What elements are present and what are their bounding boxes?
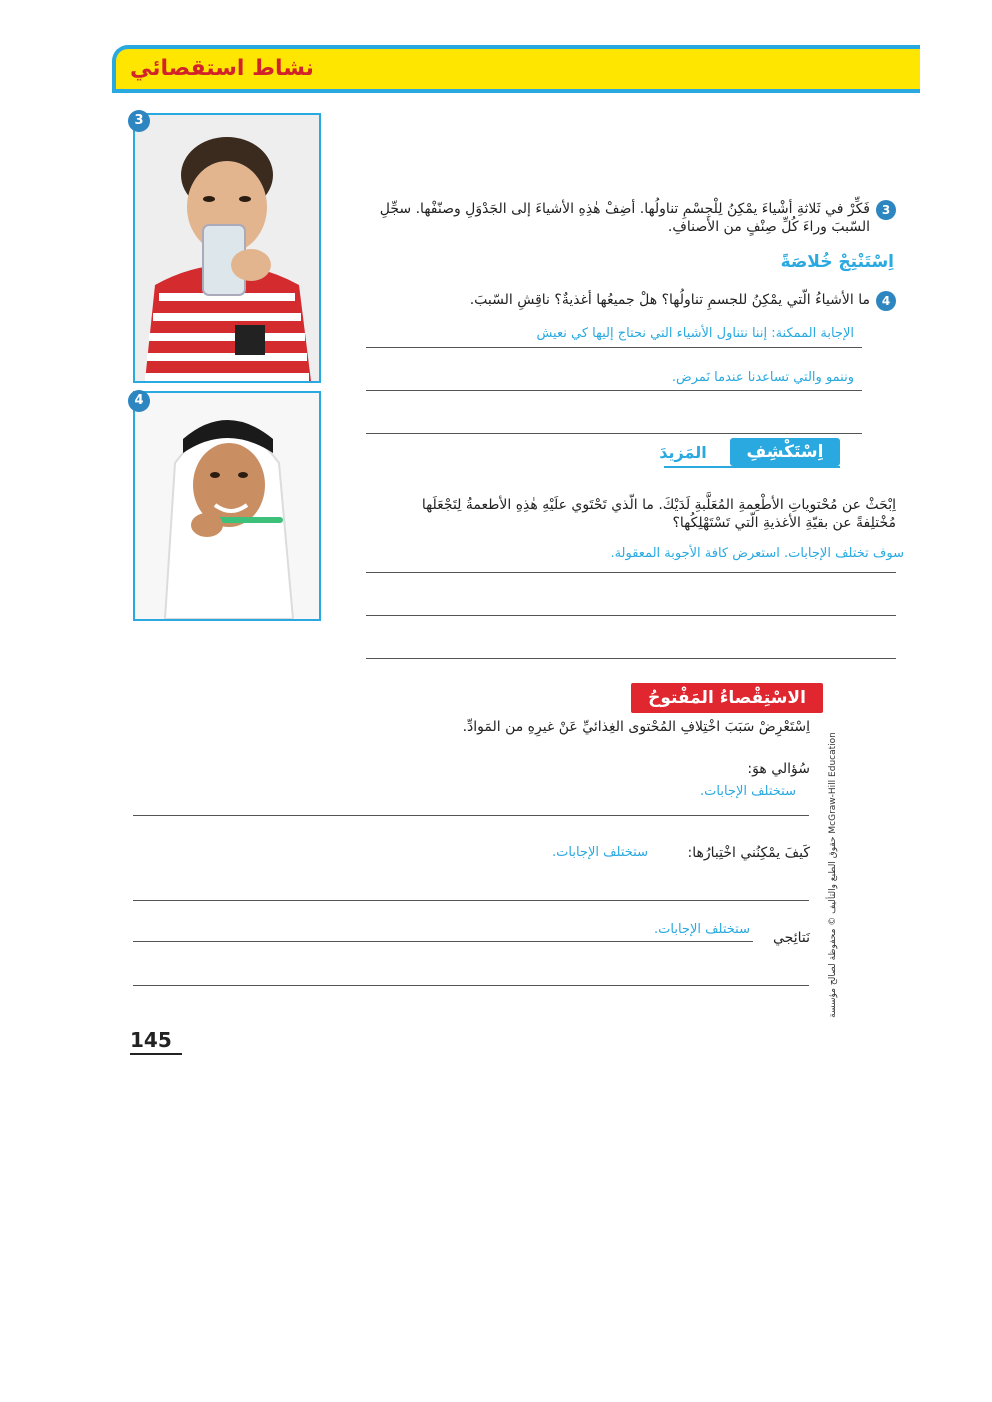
answer-line[interactable]: [366, 347, 862, 348]
explore-text: اِبْحَثْ عن مُحْتوياتِ الأطْعِمةِ المُعَلَّبةِ لَدَيْكَ. ما الّذي تَحْتَوي علَيْهِ هٰذِهِ الأطعمةُ لِتَجْعَلَها مُخْتلِفةً عن بقيّةِ الأغذيةِ الّتي تَسْتَهْلِكُها؟: [421, 497, 896, 531]
question-4-text: ما الأشياءُ الّتي يمْكِنُ للجسمِ تناولُها؟ هلْ جميعُها أغذيةٌ؟ ناقِشِ السّببَ.: [469, 292, 870, 308]
photo-3-badge: 3: [128, 110, 150, 132]
page-number-underline: [130, 1053, 182, 1055]
question-4-answer-line-2: وننمو والتي تساعدنا عندما نَمرض.: [671, 370, 854, 385]
boy-drinking-illustration: [135, 115, 319, 381]
answer-line[interactable]: [366, 658, 896, 659]
answer-line[interactable]: [133, 941, 753, 942]
answer-line[interactable]: [366, 390, 862, 391]
explore-answer: سوف تختلف الإجابات. استعرض كافة الأجوبة المعقولة.: [610, 546, 904, 561]
open-inquiry-prompt: اِسْتَعْرِضْ سَبَبَ اخْتِلافِ المُحْتوى الغِذائيِّ عَنْ غيرِهِ من المَوادِّ.: [462, 719, 810, 735]
copyright-notice: حقوق الطبع والتأليف © محفوظة لصالح مؤسسة McGraw-Hill Education: [828, 732, 838, 1018]
explore-underline: [664, 466, 840, 468]
answer-line[interactable]: [366, 433, 862, 434]
answer-line[interactable]: [366, 572, 896, 573]
results-label: نَتائِجي: [773, 930, 810, 946]
results-answer: ستختلف الإجابات.: [654, 922, 750, 937]
test-answer: ستختلف الإجابات.: [552, 845, 648, 860]
answer-line[interactable]: [133, 815, 809, 816]
photo-4-badge: 4: [128, 390, 150, 412]
my-question-label: سُؤالي هوَ:: [747, 761, 810, 777]
question-3-number: 3: [876, 200, 896, 220]
question-3-text: فَكِّرْ في ثَلاثةِ أشْياءَ يمْكِنُ لِلْجِسْمِ تناولُها. أضِفْ هٰذِهِ الأشياءَ إلى الجَدْوَلِ وصنّفْها. سجِّلِ السّببَ وراءَ كُلِّ صِنْفٍ من الأصنافِ.: [379, 201, 870, 235]
boy-brushing-illustration: [135, 393, 319, 619]
page-number: 145: [130, 1028, 172, 1052]
my-question-answer: ستختلف الإجابات.: [700, 784, 796, 799]
photo-boy-brushing: [133, 391, 321, 621]
test-label: كَيفَ يمْكِنُني اخْتِبارُها:: [687, 845, 810, 861]
open-inquiry-tab-label: الاسْتِقْصاءُ المَفْتوحُ: [648, 688, 806, 708]
question-4-number: 4: [876, 291, 896, 311]
explore-more-label: المَزيدَ: [659, 443, 707, 462]
conclusion-heading: اِسْتَنْتِجْ خُلاصَةً: [780, 252, 894, 272]
question-4-answer-line-1: الإجابة الممكنة: إننا نتناول الأشياء التي نحتاج إليها كي نعيش: [536, 326, 854, 341]
answer-line[interactable]: [133, 900, 809, 901]
page-title: نشاط استقصائي: [130, 56, 314, 81]
explore-tab-label: اِسْتَكْشِفِ: [746, 442, 824, 462]
answer-line[interactable]: [133, 985, 809, 986]
header-banner-underline: [112, 89, 920, 93]
answer-line[interactable]: [366, 615, 896, 616]
photo-boy-drinking: [133, 113, 321, 383]
